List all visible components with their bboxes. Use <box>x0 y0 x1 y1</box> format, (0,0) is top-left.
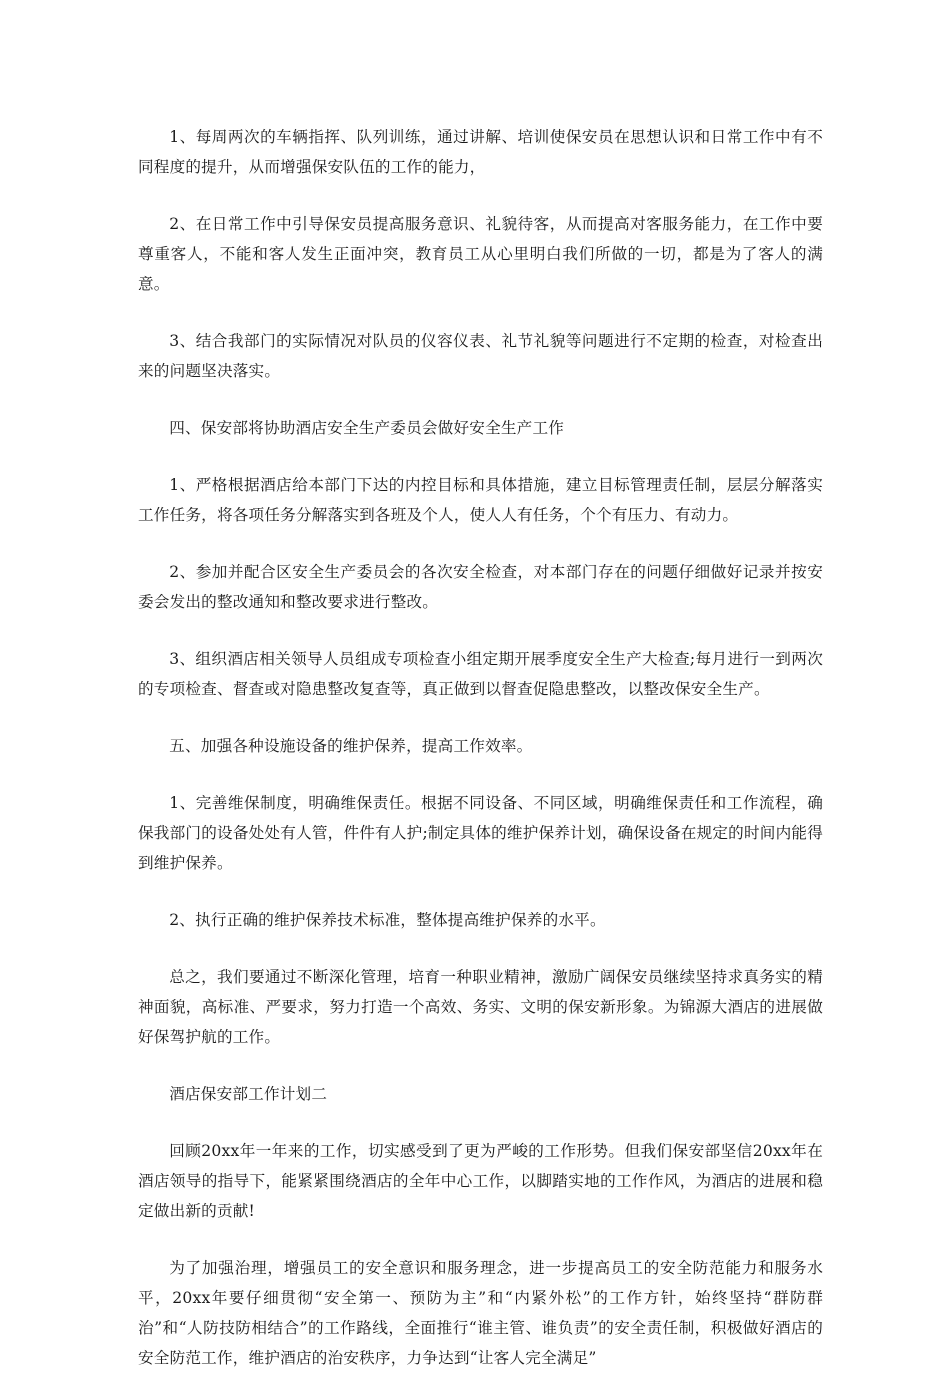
paragraph-maintenance-system: 1、完善维保制度，明确维保责任。根据不同设备、不同区域，明确维保责任和工作流程，确保我部门的设备处处有人管，件件有人护;制定具体的维护保养计划，确保设备在规定的时间内能得到维护保养。 <box>138 794 823 872</box>
paragraph-safety-check: 2、参加并配合区安全生产委员会的各次安全检查，对本部门存在的问题仔细做好记录并按安委会发出的整改通知和整改要求进行整改。 <box>138 563 823 611</box>
section-heading-maintenance: 五、加强各种设施设备的维护保养，提高工作效率。 <box>169 737 533 755</box>
paragraph-management-goals: 为了加强治理，增强员工的安全意识和服务理念，进一步提高员工的安全防范能力和服务水平，20xx年要仔细贯彻“安全第一、预防为主”和“内紧外松”的工作方针，始终坚持“群防群治”和“人防技防相结合”的工作路线，全面推行“谁主管、谁负责”的安全责任制，积极做好酒店的安全防范工作，维护酒店的治安秩序，力争达到“让客人完全满足” <box>138 1259 823 1367</box>
section-heading-plan-two: 酒店保安部工作计划二 <box>169 1085 328 1103</box>
document-body <box>138 122 823 1400</box>
paragraph-service-awareness: 2、在日常工作中引导保安员提高服务意识、礼貌待客，从而提高对客服务能力，在工作中要尊重客人，不能和客人发生正面冲突，教育员工从心里明白我们所做的一切，都是为了客人的满意。 <box>138 215 823 293</box>
paragraph-training: 1、每周两次的车辆指挥、队列训练，通过讲解、培训使保安员在思想认识和日常工作中有不同程度的提升，从而增强保安队伍的工作的能力， <box>138 128 823 176</box>
paragraph-review: 回顾20xx年一年来的工作，切实感受到了更为严峻的工作形势。但我们保安部坚信20xx年在酒店领导的指导下，能紧紧围绕酒店的全年中心工作，以脚踏实地的工作作风，为酒店的进展和稳定做出新的贡献! <box>138 1142 823 1220</box>
paragraph-target-management: 1、严格根据酒店给本部门下达的内控目标和具体措施，建立目标管理责任制，层层分解落实工作任务，将各项任务分解落实到各班及个人，使人人有任务，个个有压力、有动力。 <box>138 476 823 524</box>
paragraph-conclusion: 总之，我们要通过不断深化管理，培育一种职业精神，激励广阔保安员继续坚持求真务实的精神面貌，高标准、严要求，努力打造一个高效、务实、文明的保安新形象。为锦源大酒店的进展做好保驾护航的工作。 <box>138 968 823 1046</box>
section-heading-safety-production: 四、保安部将协助酒店安全生产委员会做好安全生产工作 <box>169 419 565 437</box>
paragraph-maintenance-standard: 2、执行正确的维护保养技术标准，整体提高维护保养的水平。 <box>169 911 606 929</box>
paragraph-special-inspection: 3、组织酒店相关领导人员组成专项检查小组定期开展季度安全生产大检查;每月进行一到两次的专项检查、督查或对隐患整改复查等，真正做到以督查促隐患整改，以整改保安全生产。 <box>138 650 823 698</box>
paragraph-inspection: 3、结合我部门的实际情况对队员的仪容仪表、礼节礼貌等问题进行不定期的检查，对检查出来的问题坚决落实。 <box>138 332 823 380</box>
